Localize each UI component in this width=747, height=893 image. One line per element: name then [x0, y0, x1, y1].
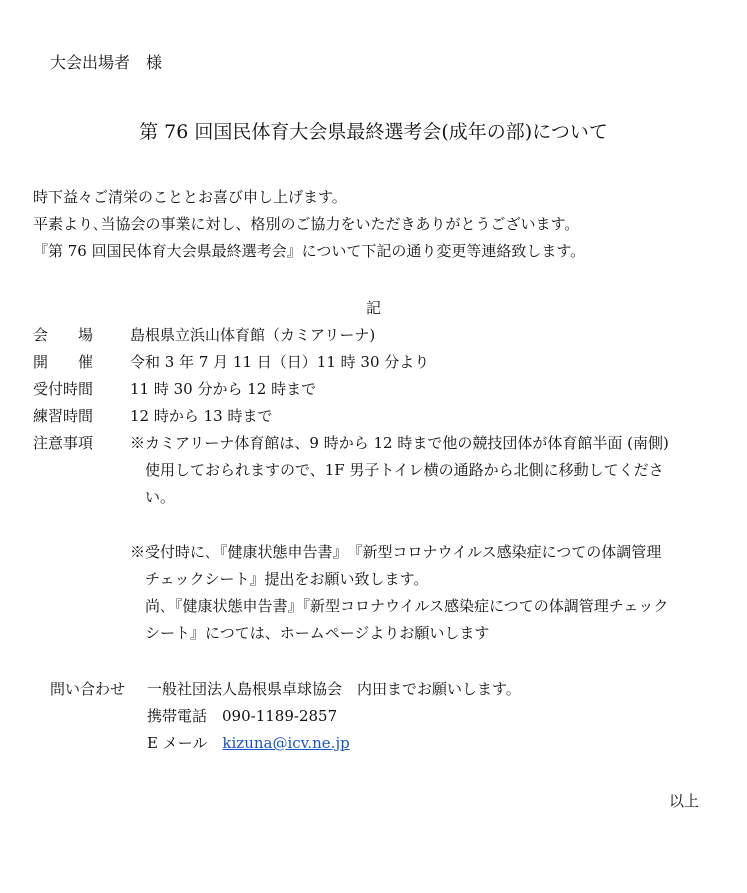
note1-line2: 使用しておられますので、1F 男子トイレ横の通路から北側に移動してくださ — [145, 461, 664, 479]
contact-org: 一般社団法人島根県卓球協会 内田までお願いします。 — [147, 680, 521, 698]
note2-line2: チェックシート』提出をお願い致します。 — [145, 570, 429, 588]
reception-label: 受付時間 — [33, 380, 94, 398]
practice-label: 練習時間 — [33, 407, 94, 425]
practice-value: 12 時から 13 時まで — [130, 407, 273, 425]
date-value: 令和 3 年 7 月 11 日（日）11 時 30 分より — [130, 353, 430, 371]
ki-heading: 記 — [365, 299, 381, 317]
intro-line-greeting: 時下益々ご清栄のこととお喜び申し上げます。 — [33, 188, 347, 206]
note2-line3: 尚､『健康状態申告書』『新型コロナウイルス感染症につての体調管理チェック — [145, 597, 669, 615]
email-label: E メール — [147, 734, 223, 752]
contact-email-row — [147, 732, 350, 753]
addressee: 大会出場者 様 — [50, 53, 163, 72]
note1-line3: い。 — [145, 488, 176, 506]
note2-line4: シート』につては、ホームページよりお願いします — [145, 624, 490, 642]
note2-line1: ※受付時に､『健康状態申告書』 『新型コロナウイルス感染症につての体調管理 — [130, 543, 662, 561]
contact-phone: 携帯電話 090-1189-2857 — [147, 707, 338, 725]
document-title: 第 76 回国民体育大会県最終選考会(成年の部)について — [139, 121, 608, 143]
contact-label: 問い合わせ — [50, 680, 126, 698]
date-label: 開 催 — [33, 353, 94, 371]
intro-line-notice: 『第 76 回国民体育大会県最終選考会』について下記の通り変更等連絡致します。 — [33, 242, 586, 260]
venue-value: 島根県立浜山体育館（カミアリーナ) — [130, 326, 376, 344]
email-link[interactable]: kizuna@icv.ne.jp — [222, 734, 350, 752]
closing: 以上 — [669, 792, 700, 810]
notes-label: 注意事項 — [33, 434, 94, 452]
intro-line-thanks: 平素より､当協会の事業に対し、格別のご協力をいただきありがとうございます。 — [33, 215, 580, 233]
note1-line1: ※カミアリーナ体育館は、9 時から 12 時まで他の競技団体が体育館半面 (南側) — [130, 434, 669, 452]
reception-value: 11 時 30 分から 12 時まで — [130, 380, 317, 398]
venue-label: 会 場 — [33, 326, 94, 344]
